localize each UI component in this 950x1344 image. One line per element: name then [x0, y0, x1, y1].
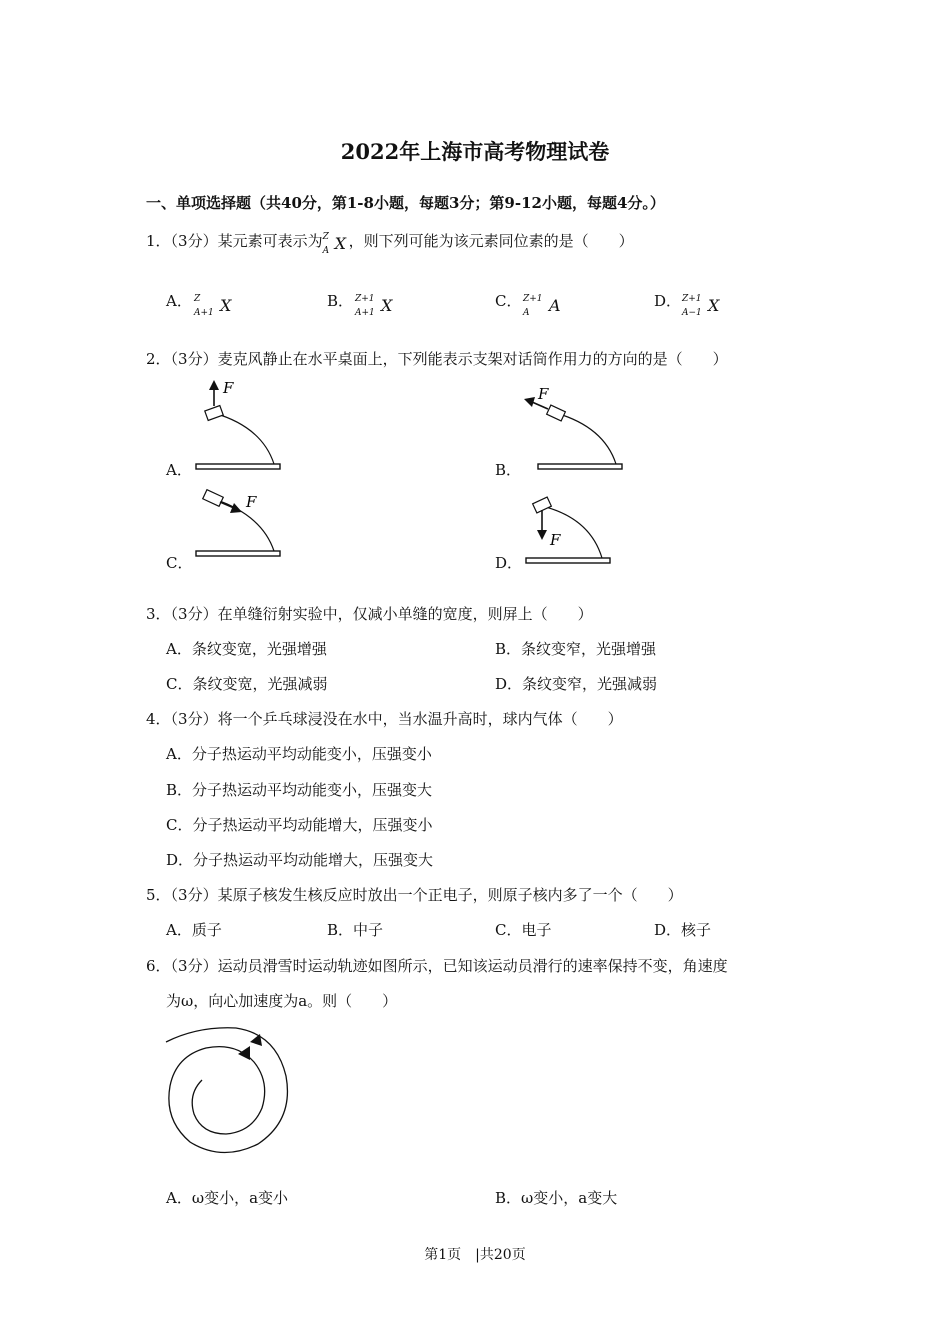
- option-b-isotope: Z+1 A+1 X: [355, 294, 393, 318]
- question-5-stem: 5．（3分）某原子核发生核反应时放出一个正电子，则原子核内多了一个（ ）: [146, 886, 683, 904]
- question-2-option-c-label[interactable]: C．: [166, 554, 193, 572]
- option-d-isotope: Z+1 A−1 X: [682, 294, 720, 318]
- force-label-a: F: [223, 379, 234, 397]
- question-6-option-a[interactable]: A．ω变小，a变小: [166, 1189, 289, 1207]
- spiral-trajectory-diagram: [158, 1020, 298, 1160]
- question-1-text-before: 1．（3分）某元素可表示为: [146, 232, 323, 250]
- question-6-stem-line2: 为ω，向心加速度为a。则（ ）: [166, 992, 398, 1010]
- question-5-option-a[interactable]: A．质子: [166, 921, 222, 939]
- question-3-stem: 3．（3分）在单缝衍射实验中，仅减小单缝的宽度，则屏上（ ）: [146, 605, 593, 623]
- question-6-stem-line1: 6．（3分）运动员滑雪时运动轨迹如图所示，已知该运动员滑行的速率保持不变，角速度: [146, 957, 728, 975]
- question-2-option-b-label[interactable]: B．: [495, 461, 522, 479]
- question-2-stem: 2．（3分）麦克风静止在水平桌面上，下列能表示支架对话筒作用力的方向的是（ ）: [146, 350, 728, 368]
- question-3-option-a[interactable]: A．条纹变宽，光强增强: [166, 640, 327, 658]
- force-label-d: F: [550, 531, 561, 549]
- microphone-diagram-c: [190, 485, 300, 565]
- microphone-diagram-a: [190, 375, 290, 475]
- page-title: 2022年上海市高考物理试卷: [340, 139, 610, 164]
- question-2-option-a-label[interactable]: A．: [166, 461, 192, 479]
- microphone-diagram-b: [520, 375, 630, 475]
- question-4-option-d[interactable]: D．分子热运动平均动能增大，压强变大: [166, 851, 434, 869]
- question-6-option-b[interactable]: B．ω变小，a变大: [495, 1189, 618, 1207]
- question-2-option-d-label[interactable]: D．: [495, 554, 523, 572]
- question-1-option-d[interactable]: D． Z+1 A−1 X: [654, 290, 681, 311]
- question-3-option-d[interactable]: D．条纹变窄，光强减弱: [495, 675, 658, 693]
- question-4-option-c[interactable]: C．分子热运动平均动能增大，压强变小: [166, 816, 433, 834]
- question-4-option-b[interactable]: B．分子热运动平均动能变小，压强变大: [166, 781, 433, 799]
- force-label-c: F: [246, 493, 257, 511]
- question-1-option-b[interactable]: B． Z+1 A+1 X: [327, 290, 353, 311]
- question-1-text-after: ，则下列可能为该元素同位素的是（ ）: [348, 232, 634, 250]
- option-c-isotope: Z+1 A A: [523, 294, 561, 318]
- question-3-option-b[interactable]: B．条纹变窄，光强增强: [495, 640, 657, 658]
- option-a-isotope: Z A+1 X: [194, 294, 232, 318]
- question-1-stem: [146, 230, 634, 260]
- question-3-option-c[interactable]: C．条纹变宽，光强减弱: [166, 675, 328, 693]
- question-5-option-c[interactable]: C．电子: [495, 921, 552, 939]
- section-heading: 一、单项选择题（共40分，第1-8小题，每题3分；第9-12小题，每题4分。）: [146, 194, 665, 212]
- question-1-option-c[interactable]: C． Z+1 A A: [495, 290, 521, 311]
- question-1-option-a[interactable]: A． Z A+1 X: [166, 290, 192, 311]
- force-label-b: F: [538, 385, 549, 403]
- microphone-diagram-d: [520, 490, 630, 570]
- question-1-isotope-symbol: Z A X: [322, 232, 346, 256]
- question-5-option-d[interactable]: D．核子: [654, 921, 712, 939]
- page-footer: 第1页 |共20页: [424, 1247, 526, 1263]
- question-5-option-b[interactable]: B．中子: [327, 921, 384, 939]
- question-4-option-a[interactable]: A．分子热运动平均动能变小，压强变小: [166, 745, 432, 763]
- question-4-stem: 4．（3分）将一个乒乓球浸没在水中，当水温升高时，球内气体（ ）: [146, 710, 623, 728]
